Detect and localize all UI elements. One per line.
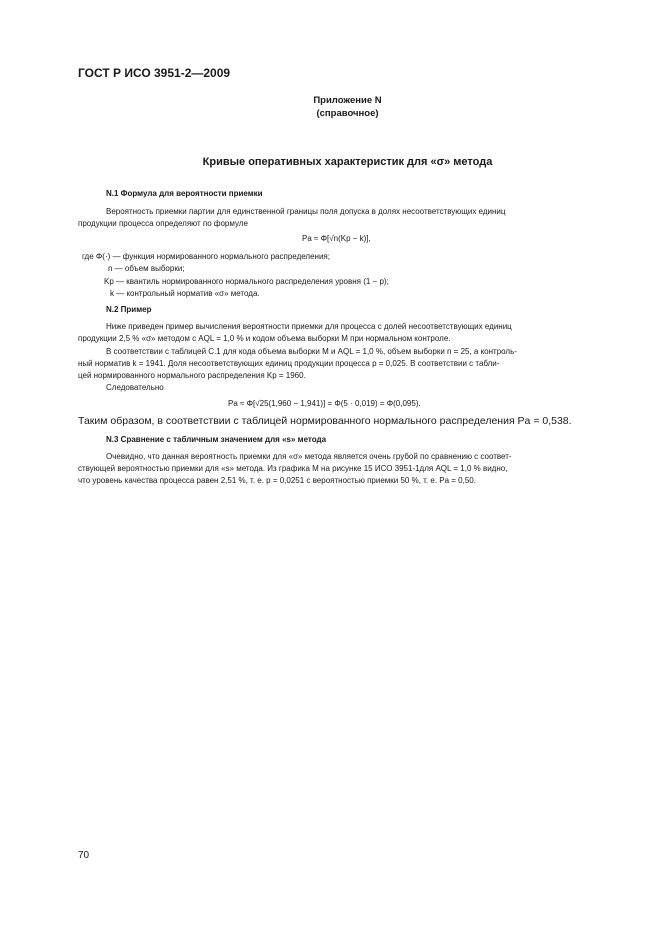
page-number: 70 [78, 850, 90, 861]
heading-n2: N.2 Пример [106, 305, 152, 314]
n2-conclusion: Таким образом, в соответствии с таблицей нормированного нормального распределения Pa = 0,538. [78, 415, 572, 427]
annex-subtitle: (справочное) [316, 108, 379, 119]
n3-paragraph-line2: ствующей вероятностью приемки для «s» метода. Из графика М на рисунке 15 ИСО 3951-1для AQL = 1,0 % видно, [78, 464, 508, 473]
n2-paragraph1-line2: продукции 2,5 % «σ» методом с AQL = 1,0 % и кодом объема выборки М при нормальном контроле. [78, 334, 451, 343]
n3-paragraph-line1: Очевидно, что данная вероятность приемки для «σ» метода является очень грубой по сравнению с соответ- [106, 452, 512, 461]
standard-designation: ГОСТ Р ИСО 3951-2—2009 [78, 66, 231, 80]
annex-title: Приложение N [313, 95, 382, 106]
heading-n3: N.3 Сравнение с табличным значением для «s» метода [106, 435, 327, 444]
n2-paragraph2-line2: ный норматив k = 1941. Доля несоответствующих единиц продукции процесса p = 0,025. В соответствии с табли- [78, 359, 500, 368]
n2-paragraph1-line1: Ниже приведен пример вычисления вероятности приемки для процесса с долей несоответствующих единиц [106, 322, 512, 331]
where-phi: где Φ(·) — функция нормированного нормального распределения; [82, 252, 330, 261]
n2-therefore: Следовательно [106, 383, 164, 392]
section-title: Кривые оперативных характеристик для «σ» метода [202, 156, 493, 168]
n3-paragraph-line3: что уровень качества процесса равен 2,51 %, т. е. p = 0,0251 с вероятностью приемки 50 %, т. е. Pa = 0,50. [78, 476, 476, 485]
n1-formula: Pa ≈ Φ[√n(Kp − k)], [302, 234, 371, 243]
n2-paragraph2-line3: цей нормированного нормального распределения Kp = 1960. [78, 371, 306, 380]
heading-n1: N.1 Формула для вероятности приемки [106, 189, 263, 198]
where-k: k — контрольный норматив «σ» метода. [110, 289, 260, 298]
where-kp: Kp — квантиль нормированного нормального распределения уровня (1 − p); [104, 277, 389, 286]
n2-paragraph2-line1: В соответствии с таблицей С.1 для кода объема выборки М и AQL = 1,0 %, объем выборки n = 25, а контроль- [106, 347, 517, 356]
n1-paragraph-line2: продукции процесса определяют по формуле [78, 219, 248, 228]
where-n: n — объем выборки; [108, 264, 185, 273]
n1-paragraph-line1: Вероятность приемки партии для единственной границы поля допуска в долях несоответствующих единиц [106, 207, 506, 216]
n2-formula: Pa ≈ Φ[√25(1,960 − 1,941)] = Φ(5 · 0,019) = Φ(0,095). [228, 399, 421, 408]
